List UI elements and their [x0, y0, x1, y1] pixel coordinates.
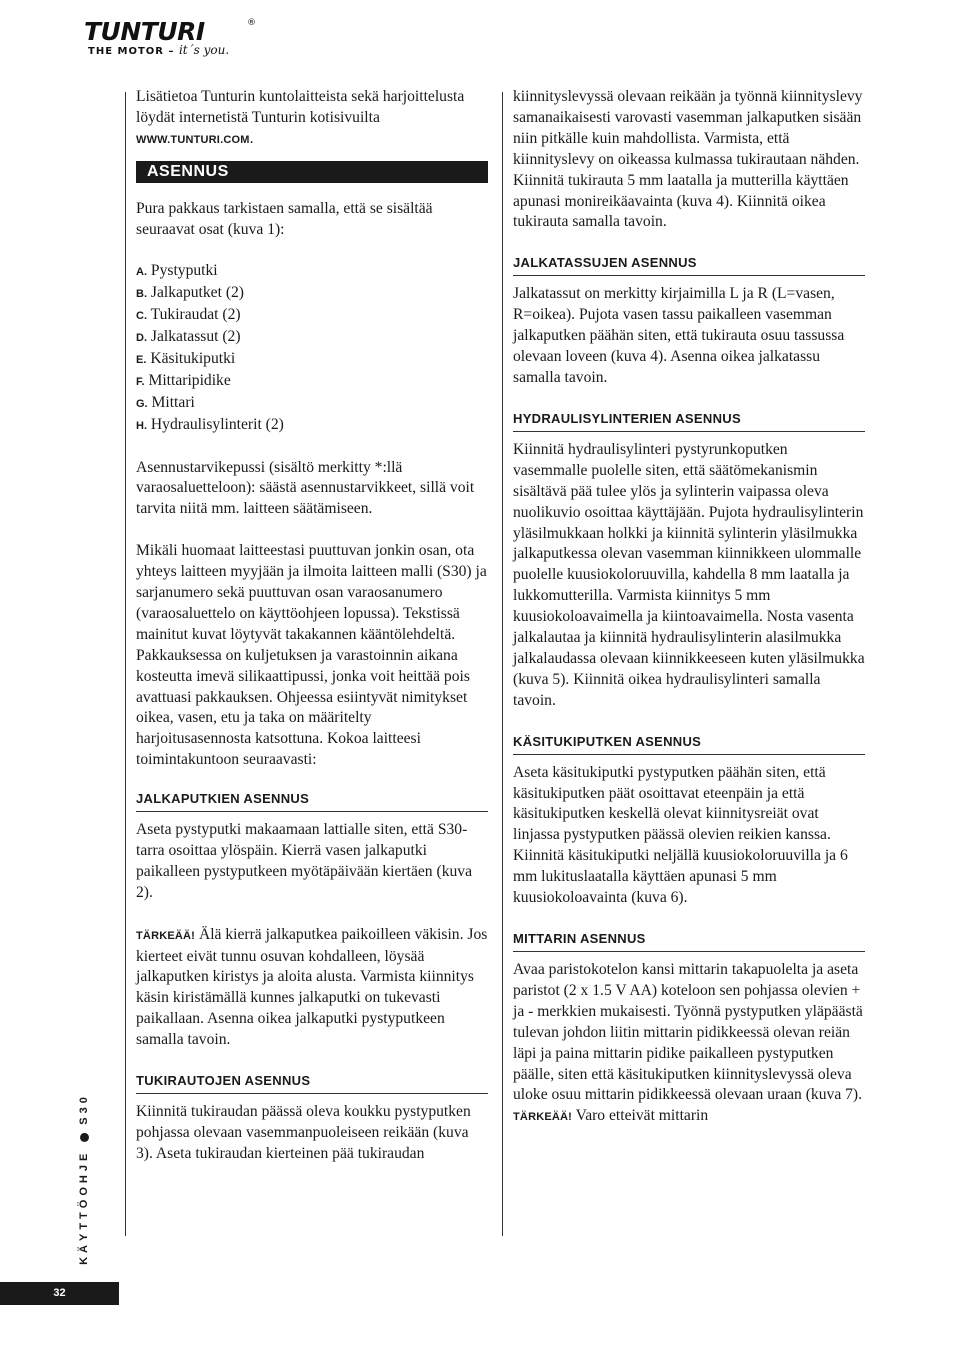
tunturi-logo	[84, 18, 274, 62]
mittari-paragraph: Avaa paristokotelon kansi mittarin takapuolelta ja aseta paristot (2 x 1.5 V AA) koteloon sen pohjassa olevien + ja - merkkien mukaisesti. Työnnä pystyputken yläpäästä tulevan johdon liitin mittarin pidikkeessä olevan reiän läpi ja paina mittarin pidike paikalleen pystyputken päälle, siten että käsitukiputken kiinnityslevyssä oleva uloke osuu mittarin pidikkeessä olevaan uraan (kuva 7). TÄRKEÄÄ! Varo etteivät mittarin	[513, 961, 863, 1125]
important-paragraph: TÄRKEÄÄ! Älä kierrä jalkaputkea paikoilleen väkisin. Jos kierteet eivät tunnu osuvan kohdalleen, löysää jalkaputken kiristys ja aloita alusta. Varmista kiinnitys käsin kiristämällä kunnes jalkaputki on tukevasti paikallaan. Asenna oikea jalkaputki pystyputkeen samalla tavoin.	[136, 925, 488, 1049]
intro-paragraph: Lisätietoa Tunturin kuntolaitteista sekä harjoittelusta löydät internetistä Tunturin kotisivuilta WWW.TUNTURI.COM.	[136, 88, 465, 147]
right-column	[513, 87, 865, 1128]
heading-hydraulisylinterien-asennus: HYDRAULISYLINTERIEN ASENNUS	[513, 411, 865, 432]
accessories-paragraph: Asennustarvikepussi (sisältö merkitty *:llä varaosaluetteloon): säästä asennustarvikkeet, sillä voit tarvita niitä mm. laitteen säätämiseen.	[136, 458, 475, 518]
brand-tagline	[88, 43, 229, 57]
side-text	[78, 1093, 90, 1265]
heading-tukirautojen-asennus: TUKIRAUTOJEN ASENNUS	[136, 1073, 488, 1094]
heading-jalkaputkien-asennus: JALKAPUTKIEN ASENNUS	[136, 791, 488, 812]
side-manual-label	[72, 1084, 96, 1274]
tukiraudat-paragraph: Kiinnitä tukiraudan päässä oleva koukku pystyputken pohjassa olevaan vasemmanpuoleiseen reikään (kuva 3). Aseta tukiraudan kierteinen pää tukiraudan	[136, 1103, 471, 1162]
manual-label: KÄYTTÖOHJE	[78, 1149, 90, 1265]
registered-mark: ®	[247, 18, 256, 28]
hydrauli-paragraph: Kiinnitä hydraulisylinteri pystyrunkoputken vasemmalle puolelle siten, että säätömekanismin sisältävä pää tulee ylös ja sylinterin vaipassa oleva nuolikuvio osoittaa käyttäjään. Pujota hydraulisylinterin yläsilmukkaan holkki ja kiinnitä sylinterin yläsilmukka jalkaputkessa olevan vasemman kiinnikkeen ulommalle puolelle kuusiokoloruuvilla, kahdella 8 mm laatalla ja lukkomutterilla. Varmista kiinnitys 5 mm kuusiokoloavaimella ja kiintoavaimella. Nosta vasenta jalkalautaa ja kiinnitä hydraulisylinterin alasilmukka jalkalaudassa olevaan kiinnikkeeseen kuten yläsilmukka (kuva 5). Kiinnitä oikea hydraulisylinteri samalla tavoin.	[513, 440, 865, 709]
list-item: G. Mittari	[136, 393, 195, 411]
list-item: D. Jalkatassut (2)	[136, 328, 241, 346]
bullet-dot-icon	[80, 1133, 89, 1142]
heading-kasitukiputken-asennus: KÄSITUKIPUTKEN ASENNUS	[513, 734, 865, 755]
jalkatassut-paragraph: Jalkatassut on merkitty kirjaimilla L ja R (L=vasen, R=oikea). Pujota vasen tassu paikalleen vasemman jalkaputken päähän siten, että tukirauta osuu tassussa olevaan loveen (kuva 4). Asenna oikea jalkatassu samalla tavoin.	[513, 285, 845, 386]
missing-parts-paragraph: Mikäli huomaat laitteestasi puuttuvan jonkin osan, ota yhteys laitteen myyjään ja ilmoita laitteen malli (S30) ja sarjanumero sekä puuttuvan osan varaosanumero (varaosaluettelo on käyttöohjeen lopussa). Tekstissä mainitut kuvat löytyvät takakannen kääntölehdeltä. Pakkauksessa on kuljetuksen ja varastoinnin aikana kosteutta imevä silikaattipussi, jonka voit heittää pois avattuasi pakkauksen. Ohjeessa esiintyvät nimitykset oikea, vasen, etu ja taka on määritelty harjoitusasennosta katsottuna. Kokoa laitteesi toimintakuntoon seuraavasti:	[136, 542, 487, 769]
important-label: TÄRKEÄÄ!	[513, 1111, 573, 1124]
list-item: A. Pystyputki	[136, 262, 218, 280]
tagline-italic: it´s you.	[178, 43, 230, 57]
tukiraudat-continued-paragraph: kiinnityslevyssä olevaan reikään ja työnnä kiinnityslevy samanaikaisesti varovasti vasemman jalkaputken sisään niin pitkälle kuin mahdollista. Varmista, että kiinnityslevy on oikeassa kulmassa tukirautaan nähden. Kiinnitä tukirauta 5 mm laatalla ja mutterilla käyttäen apunasi monireikäavainta (kuva 4). Kiinnitä oikea tukirauta samalla tavoin.	[513, 88, 863, 231]
left-column-rule	[125, 92, 126, 1236]
list-item: B. Jalkaputket (2)	[136, 284, 245, 302]
list-item: C. Tukiraudat (2)	[136, 306, 241, 324]
list-item: H. Hydraulisylinterit (2)	[136, 415, 284, 433]
page-number: 32	[0, 1282, 119, 1305]
list-item: F. Mittaripidike	[136, 371, 231, 389]
jalkaputket-paragraph: Aseta pystyputki makaamaan lattialle siten, että S30-tarra osoittaa ylöspäin. Kierrä vasen jalkaputki paikalleen pystyputkeen myötäpäivään kiertäen (kuva 2).	[136, 821, 473, 901]
important-label: TÄRKEÄÄ!	[136, 929, 196, 942]
section-title-asennus: ASENNUS	[136, 161, 488, 183]
model-label: S30	[78, 1093, 90, 1125]
website-url: WWW.TUNTURI.COM	[136, 133, 250, 146]
heading-mittarin-asennus: MITTARIN ASENNUS	[513, 931, 865, 952]
tagline-prefix: THE MOTOR –	[88, 46, 175, 57]
center-column-rule	[502, 92, 503, 1236]
list-item: E. Käsitukiputki	[136, 350, 236, 368]
parts-list	[136, 261, 488, 436]
left-column	[136, 87, 488, 1165]
heading-jalkatassujen-asennus: JALKATASSUJEN ASENNUS	[513, 255, 865, 276]
brand-name: TUNTURI	[84, 17, 205, 46]
kasituki-paragraph: Aseta käsitukiputki pystyputken päähän siten, että käsitukiputken päät osoittavat eteenpäin ja että käsitukiputken keskellä olevat kiinnitysreiät ovat linjassa pystyputken päässä olevien reikien kanssa. Kiinnitä käsitukiputki neljällä kuusiokoloruuvilla ja 6 mm lukituslaatalla käyttäen apunasi 5 mm kuusiokoloavainta (kuva 6).	[513, 763, 848, 907]
unpack-paragraph: Pura pakkaus tarkistaen samalla, että se sisältää seuraavat osat (kuva 1):	[136, 199, 433, 238]
